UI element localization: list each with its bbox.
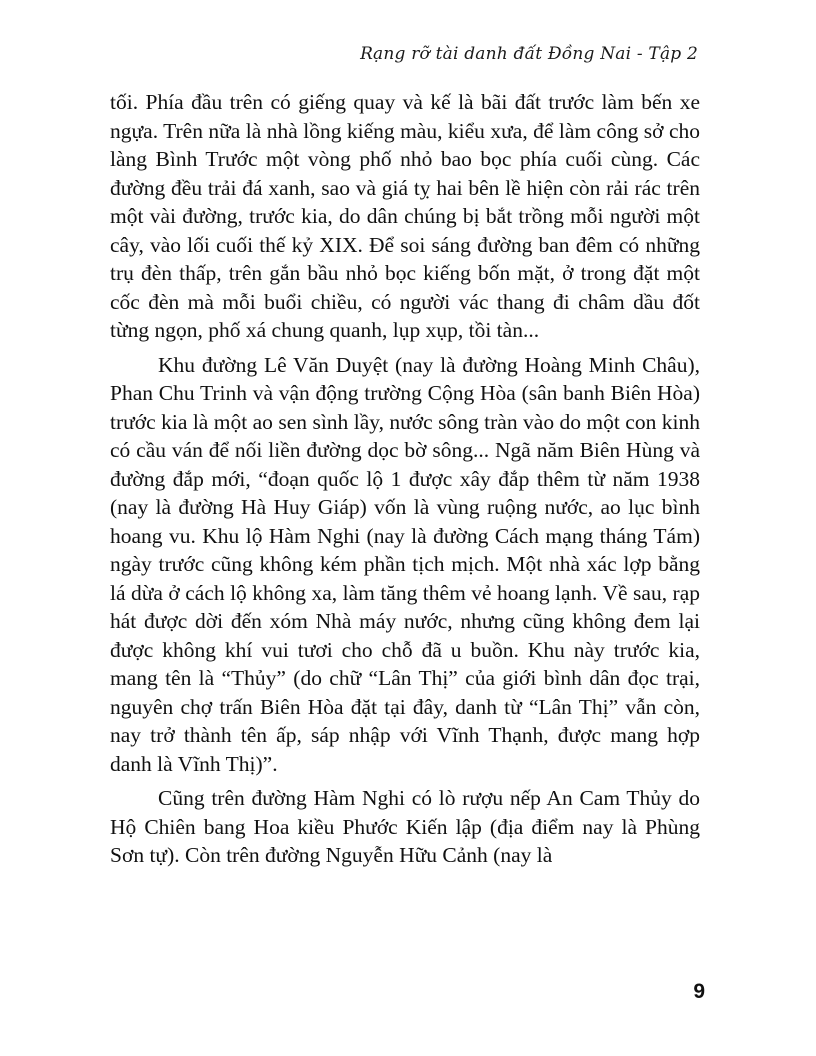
paragraph-ham-nghi: Cũng trên đường Hàm Nghi có lò rượu nếp An Cam Thủy do Hộ Chiên bang Hoa kiều Phước Kiến lập (địa điểm nay là Phùng Sơn tự). Còn trên đường Nguyễn Hữu Cảnh (nay là [110,786,700,867]
paragraph-continuation: tối. Phía đầu trên có giếng quay và kế là bãi đất trước làm bến xe ngựa. Trên nữa là nhà lồng kiếng màu, kiểu xưa, để làm công sở cho làng Bình Trước một vòng phố nhỏ bao bọc phía cuối cùng. Các đường đều trải đá xanh, sao và giá tỵ hai bên lề hiện còn rải rác trên một vài đường, trước kia, do dân chúng bị bắt trồng mỗi người một cây, vào lối cuối thế kỷ XIX. Để soi sáng đường ban đêm có những trụ đèn thấp, trên gắn bầu nhỏ bọc kiếng bốn mặt, ở trong đặt một cốc đèn mà mỗi buổi chiều, có người vác thang đi châm dầu đốt từng ngọn, phố xá chung quanh, lụp xụp, tồi tàn... [110,90,700,342]
paragraph-le-van-duyet: Khu đường Lê Văn Duyệt (nay là đường Hoàng Minh Châu), Phan Chu Trinh và vận động trường Cộng Hòa (sân banh Biên Hòa) trước kia là một ao sen sình lầy, nước sông tràn vào do một con kinh có cầu ván để nối liền đường dọc bờ sông... Ngã năm Biên Hùng và đường đắp mới, “đoạn quốc lộ 1 được xây đắp thêm từ năm 1938 (nay là đường Hà Huy Giáp) vốn là vùng ruộng nước, ao lục bình hoang vu. Khu lộ Hàm Nghi (nay là đường Cách mạng tháng Tám) ngày trước cũng không kém phần tịch mịch. Một nhà xác lợp bằng lá dừa ở cách lộ không xa, làm tăng thêm vẻ hoang lạnh. Về sau, rạp hát được dời đến xóm Nhà máy nước, nhưng cũng không đem lại được không khí vui tươi cho chỗ đã u buồn. Khu này trước kia, mang tên là “Thủy” (do chữ “Lân Thị” của giới bình dân đọc trại, nguyên chợ trấn Biên Hòa đặt tại đây, danh từ “Lân Thị” vẫn còn, nay trở thành tên ấp, sáp nhập với Vĩnh Thạnh, được mang hợp danh là Vĩnh Thị)”. [110,352,700,776]
running-header-title: Rạng rỡ tài danh đất Đồng Nai - Tập 2 [360,44,698,64]
page-body [110,88,700,876]
page-number: 9 [693,980,705,1003]
